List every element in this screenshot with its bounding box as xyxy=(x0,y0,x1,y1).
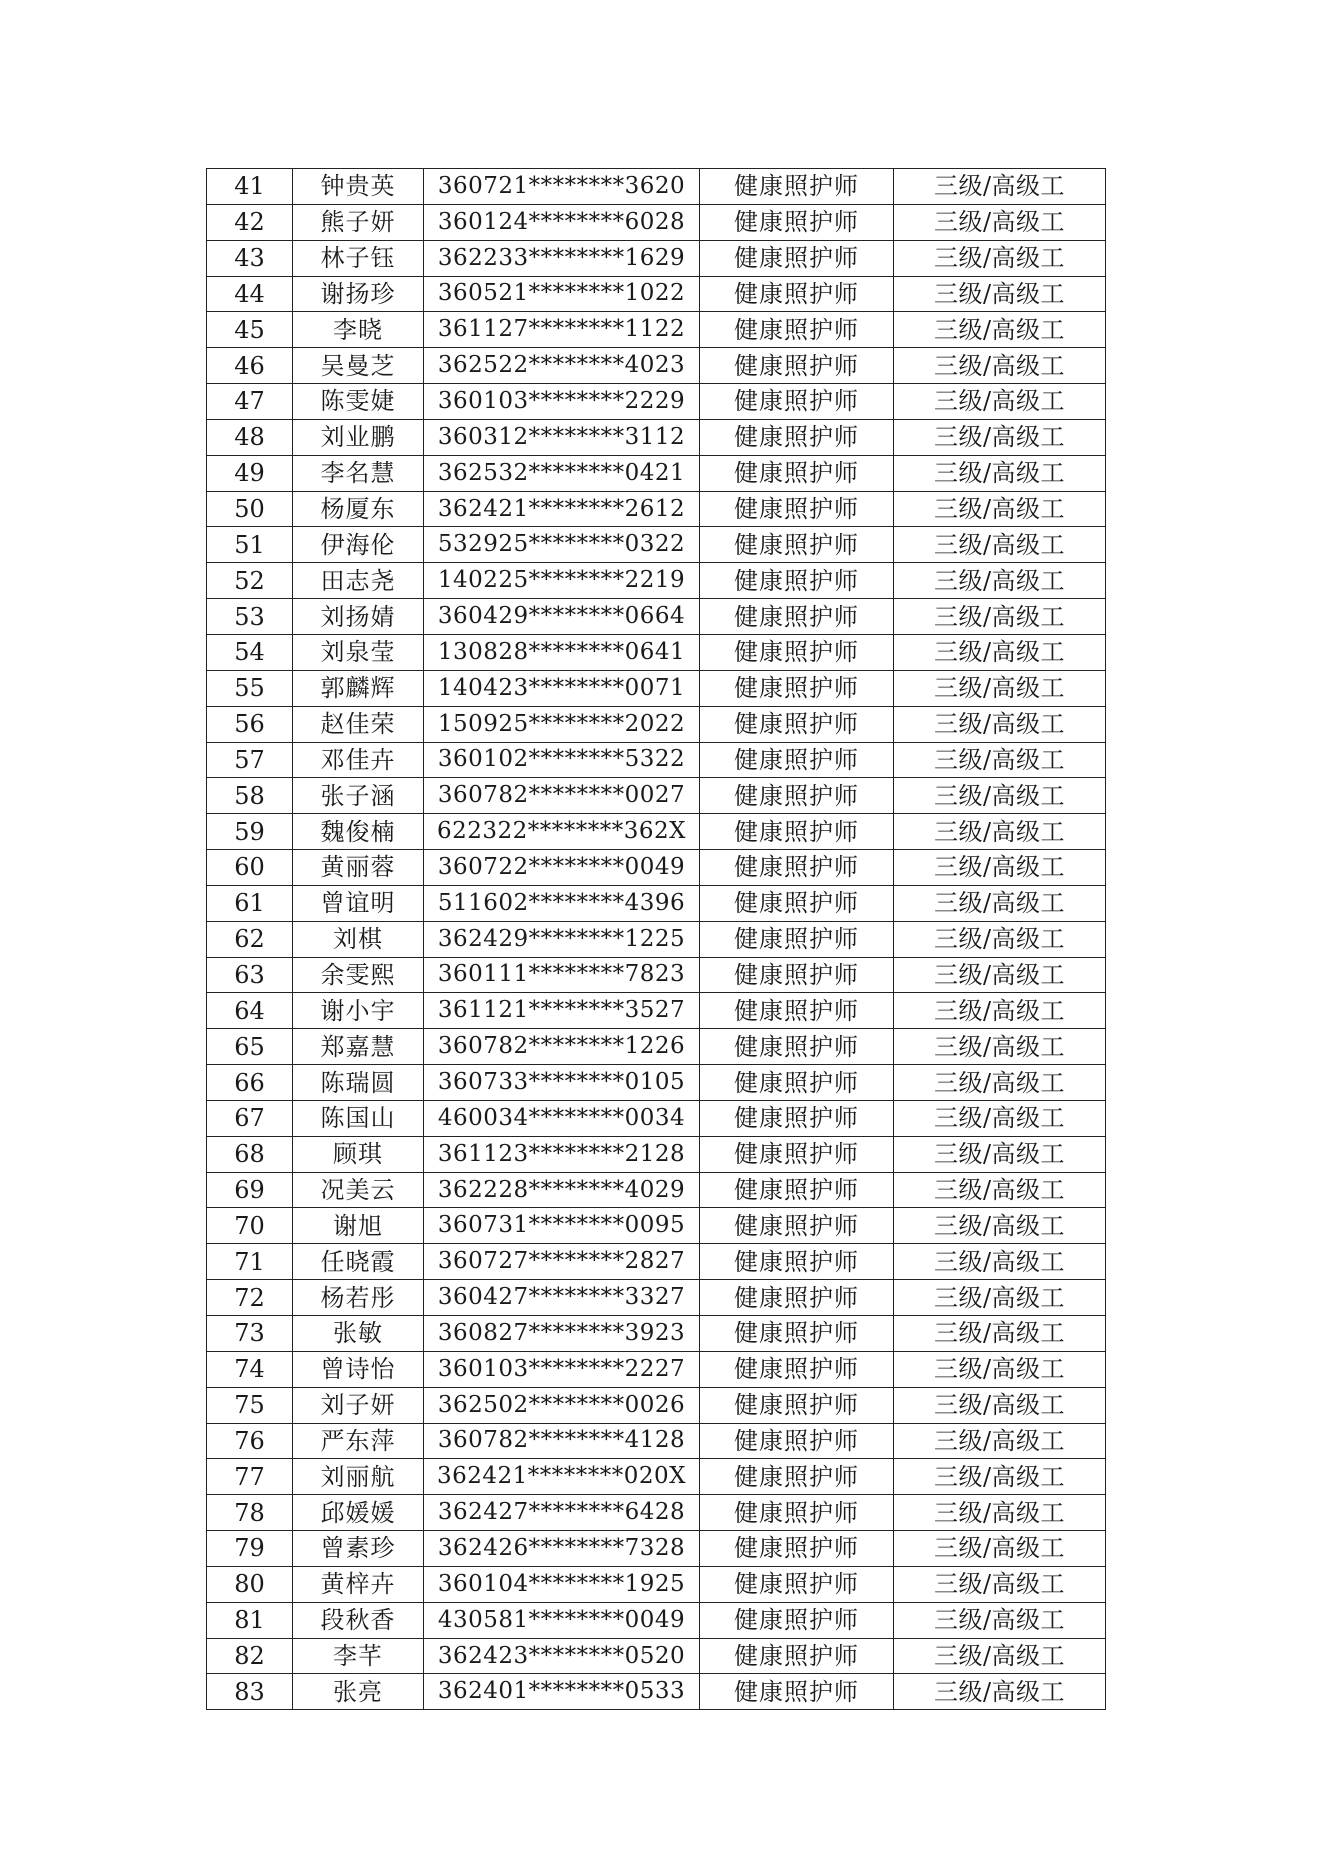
skill-level-cell: 三级/高级工 xyxy=(894,1136,1106,1172)
skill-level-cell: 三级/高级工 xyxy=(894,455,1106,491)
row-number-cell: 53 xyxy=(207,599,293,635)
table-row xyxy=(207,1244,1106,1280)
person-name-cell: 邓佳卉 xyxy=(293,742,424,778)
row-number-cell: 50 xyxy=(207,491,293,527)
person-name-cell: 黄梓卉 xyxy=(293,1566,424,1602)
table-row xyxy=(207,1459,1106,1495)
skill-level-cell: 三级/高级工 xyxy=(894,1423,1106,1459)
person-name-cell: 郭麟辉 xyxy=(293,670,424,706)
skill-level-cell: 三级/高级工 xyxy=(894,527,1106,563)
person-name-cell: 李晓 xyxy=(293,312,424,348)
table-row xyxy=(207,1423,1106,1459)
row-number-cell: 81 xyxy=(207,1602,293,1638)
id-number-cell: 360103********2229 xyxy=(424,384,700,420)
occupation-cell: 健康照护师 xyxy=(700,1638,894,1674)
table-row xyxy=(207,1638,1106,1674)
skill-level-cell: 三级/高级工 xyxy=(894,169,1106,205)
row-number-cell: 73 xyxy=(207,1316,293,1352)
row-number-cell: 57 xyxy=(207,742,293,778)
person-name-cell: 曾素珍 xyxy=(293,1531,424,1567)
person-name-cell: 魏俊楠 xyxy=(293,814,424,850)
skill-level-cell: 三级/高级工 xyxy=(894,957,1106,993)
person-name-cell: 刘棋 xyxy=(293,921,424,957)
table-row xyxy=(207,1387,1106,1423)
occupation-cell: 健康照护师 xyxy=(700,706,894,742)
person-name-cell: 刘扬婧 xyxy=(293,599,424,635)
skill-level-cell: 三级/高级工 xyxy=(894,850,1106,886)
occupation-cell: 健康照护师 xyxy=(700,993,894,1029)
table-row xyxy=(207,921,1106,957)
occupation-cell: 健康照护师 xyxy=(700,1531,894,1567)
skill-level-cell: 三级/高级工 xyxy=(894,1531,1106,1567)
person-name-cell: 顾琪 xyxy=(293,1136,424,1172)
occupation-cell: 健康照护师 xyxy=(700,1208,894,1244)
id-number-cell: 362532********0421 xyxy=(424,455,700,491)
row-number-cell: 59 xyxy=(207,814,293,850)
occupation-cell: 健康照护师 xyxy=(700,1674,894,1710)
table-row xyxy=(207,384,1106,420)
occupation-cell: 健康照护师 xyxy=(700,1459,894,1495)
skill-level-cell: 三级/高级工 xyxy=(894,814,1106,850)
skill-level-cell: 三级/高级工 xyxy=(894,1495,1106,1531)
person-name-cell: 邱媛媛 xyxy=(293,1495,424,1531)
id-number-cell: 430581********0049 xyxy=(424,1602,700,1638)
row-number-cell: 61 xyxy=(207,885,293,921)
skill-level-cell: 三级/高级工 xyxy=(894,1602,1106,1638)
table-row xyxy=(207,778,1106,814)
skill-level-cell: 三级/高级工 xyxy=(894,384,1106,420)
person-name-cell: 林子钰 xyxy=(293,240,424,276)
id-number-cell: 622322********362X xyxy=(424,814,700,850)
row-number-cell: 55 xyxy=(207,670,293,706)
id-number-cell: 360731********0095 xyxy=(424,1208,700,1244)
skill-level-cell: 三级/高级工 xyxy=(894,1244,1106,1280)
id-number-cell: 362502********0026 xyxy=(424,1387,700,1423)
id-number-cell: 361121********3527 xyxy=(424,993,700,1029)
skill-level-cell: 三级/高级工 xyxy=(894,1638,1106,1674)
occupation-cell: 健康照护师 xyxy=(700,1351,894,1387)
row-number-cell: 56 xyxy=(207,706,293,742)
id-number-cell: 362228********4029 xyxy=(424,1172,700,1208)
id-number-cell: 511602********4396 xyxy=(424,885,700,921)
person-name-cell: 陈瑞圆 xyxy=(293,1065,424,1101)
table-row xyxy=(207,312,1106,348)
roster-table-body xyxy=(207,169,1106,1710)
table-row xyxy=(207,957,1106,993)
table-row xyxy=(207,1280,1106,1316)
occupation-cell: 健康照护师 xyxy=(700,348,894,384)
row-number-cell: 45 xyxy=(207,312,293,348)
skill-level-cell: 三级/高级工 xyxy=(894,634,1106,670)
person-name-cell: 段秋香 xyxy=(293,1602,424,1638)
skill-level-cell: 三级/高级工 xyxy=(894,1172,1106,1208)
row-number-cell: 44 xyxy=(207,276,293,312)
row-number-cell: 65 xyxy=(207,1029,293,1065)
id-number-cell: 360721********3620 xyxy=(424,169,700,205)
occupation-cell: 健康照护师 xyxy=(700,778,894,814)
occupation-cell: 健康照护师 xyxy=(700,491,894,527)
skill-level-cell: 三级/高级工 xyxy=(894,742,1106,778)
table-row xyxy=(207,706,1106,742)
id-number-cell: 362522********4023 xyxy=(424,348,700,384)
id-number-cell: 140423********0071 xyxy=(424,670,700,706)
person-name-cell: 曾诗怡 xyxy=(293,1351,424,1387)
row-number-cell: 71 xyxy=(207,1244,293,1280)
table-row xyxy=(207,1065,1106,1101)
table-row xyxy=(207,634,1106,670)
row-number-cell: 68 xyxy=(207,1136,293,1172)
row-number-cell: 72 xyxy=(207,1280,293,1316)
person-name-cell: 李名慧 xyxy=(293,455,424,491)
id-number-cell: 362427********6428 xyxy=(424,1495,700,1531)
skill-level-cell: 三级/高级工 xyxy=(894,1566,1106,1602)
row-number-cell: 60 xyxy=(207,850,293,886)
occupation-cell: 健康照护师 xyxy=(700,814,894,850)
occupation-cell: 健康照护师 xyxy=(700,1244,894,1280)
skill-level-cell: 三级/高级工 xyxy=(894,1387,1106,1423)
occupation-cell: 健康照护师 xyxy=(700,670,894,706)
table-row xyxy=(207,1208,1106,1244)
skill-level-cell: 三级/高级工 xyxy=(894,1316,1106,1352)
occupation-cell: 健康照护师 xyxy=(700,419,894,455)
skill-level-cell: 三级/高级工 xyxy=(894,563,1106,599)
skill-level-cell: 三级/高级工 xyxy=(894,885,1106,921)
id-number-cell: 360124********6028 xyxy=(424,204,700,240)
row-number-cell: 62 xyxy=(207,921,293,957)
row-number-cell: 67 xyxy=(207,1100,293,1136)
skill-level-cell: 三级/高级工 xyxy=(894,706,1106,742)
row-number-cell: 41 xyxy=(207,169,293,205)
occupation-cell: 健康照护师 xyxy=(700,527,894,563)
id-number-cell: 460034********0034 xyxy=(424,1100,700,1136)
row-number-cell: 75 xyxy=(207,1387,293,1423)
person-name-cell: 谢扬珍 xyxy=(293,276,424,312)
person-name-cell: 吴曼芝 xyxy=(293,348,424,384)
id-number-cell: 362233********1629 xyxy=(424,240,700,276)
skill-level-cell: 三级/高级工 xyxy=(894,419,1106,455)
occupation-cell: 健康照护师 xyxy=(700,455,894,491)
row-number-cell: 63 xyxy=(207,957,293,993)
skill-level-cell: 三级/高级工 xyxy=(894,1208,1106,1244)
id-number-cell: 360429********0664 xyxy=(424,599,700,635)
person-name-cell: 熊子妍 xyxy=(293,204,424,240)
person-name-cell: 况美云 xyxy=(293,1172,424,1208)
occupation-cell: 健康照护师 xyxy=(700,1065,894,1101)
occupation-cell: 健康照护师 xyxy=(700,1387,894,1423)
occupation-cell: 健康照护师 xyxy=(700,634,894,670)
table-row xyxy=(207,1100,1106,1136)
skill-level-cell: 三级/高级工 xyxy=(894,348,1106,384)
row-number-cell: 78 xyxy=(207,1495,293,1531)
row-number-cell: 74 xyxy=(207,1351,293,1387)
table-row xyxy=(207,169,1106,205)
person-name-cell: 严东萍 xyxy=(293,1423,424,1459)
person-name-cell: 陈国山 xyxy=(293,1100,424,1136)
occupation-cell: 健康照护师 xyxy=(700,1172,894,1208)
table-row xyxy=(207,419,1106,455)
row-number-cell: 66 xyxy=(207,1065,293,1101)
table-row xyxy=(207,1674,1106,1710)
person-name-cell: 伊海伦 xyxy=(293,527,424,563)
person-name-cell: 赵佳荣 xyxy=(293,706,424,742)
person-name-cell: 田志尧 xyxy=(293,563,424,599)
table-row xyxy=(207,1316,1106,1352)
skill-level-cell: 三级/高级工 xyxy=(894,276,1106,312)
id-number-cell: 362429********1225 xyxy=(424,921,700,957)
id-number-cell: 360427********3327 xyxy=(424,1280,700,1316)
occupation-cell: 健康照护师 xyxy=(700,312,894,348)
table-row xyxy=(207,563,1106,599)
skill-level-cell: 三级/高级工 xyxy=(894,1100,1106,1136)
skill-level-cell: 三级/高级工 xyxy=(894,1029,1106,1065)
id-number-cell: 150925********2022 xyxy=(424,706,700,742)
id-number-cell: 362421********020X xyxy=(424,1459,700,1495)
occupation-cell: 健康照护师 xyxy=(700,1029,894,1065)
occupation-cell: 健康照护师 xyxy=(700,1136,894,1172)
table-row xyxy=(207,814,1106,850)
row-number-cell: 64 xyxy=(207,993,293,1029)
skill-level-cell: 三级/高级工 xyxy=(894,778,1106,814)
person-name-cell: 黄丽蓉 xyxy=(293,850,424,886)
row-number-cell: 76 xyxy=(207,1423,293,1459)
row-number-cell: 52 xyxy=(207,563,293,599)
row-number-cell: 51 xyxy=(207,527,293,563)
id-number-cell: 360782********1226 xyxy=(424,1029,700,1065)
id-number-cell: 360827********3923 xyxy=(424,1316,700,1352)
table-row xyxy=(207,204,1106,240)
occupation-cell: 健康照护师 xyxy=(700,1495,894,1531)
occupation-cell: 健康照护师 xyxy=(700,742,894,778)
id-number-cell: 362426********7328 xyxy=(424,1531,700,1567)
row-number-cell: 83 xyxy=(207,1674,293,1710)
id-number-cell: 360111********7823 xyxy=(424,957,700,993)
table-row xyxy=(207,993,1106,1029)
id-number-cell: 360782********0027 xyxy=(424,778,700,814)
table-row xyxy=(207,1495,1106,1531)
id-number-cell: 361123********2128 xyxy=(424,1136,700,1172)
skill-level-cell: 三级/高级工 xyxy=(894,204,1106,240)
row-number-cell: 69 xyxy=(207,1172,293,1208)
id-number-cell: 532925********0322 xyxy=(424,527,700,563)
skill-level-cell: 三级/高级工 xyxy=(894,921,1106,957)
table-row xyxy=(207,491,1106,527)
row-number-cell: 42 xyxy=(207,204,293,240)
person-name-cell: 李芊 xyxy=(293,1638,424,1674)
person-name-cell: 陈雯婕 xyxy=(293,384,424,420)
row-number-cell: 77 xyxy=(207,1459,293,1495)
id-number-cell: 362423********0520 xyxy=(424,1638,700,1674)
id-number-cell: 361127********1122 xyxy=(424,312,700,348)
id-number-cell: 360102********5322 xyxy=(424,742,700,778)
id-number-cell: 140225********2219 xyxy=(424,563,700,599)
person-name-cell: 曾谊明 xyxy=(293,885,424,921)
person-name-cell: 杨厦东 xyxy=(293,491,424,527)
id-number-cell: 360312********3112 xyxy=(424,419,700,455)
id-number-cell: 360521********1022 xyxy=(424,276,700,312)
occupation-cell: 健康照护师 xyxy=(700,563,894,599)
row-number-cell: 54 xyxy=(207,634,293,670)
occupation-cell: 健康照护师 xyxy=(700,384,894,420)
row-number-cell: 46 xyxy=(207,348,293,384)
table-row xyxy=(207,1531,1106,1567)
person-name-cell: 张子涵 xyxy=(293,778,424,814)
person-name-cell: 刘业鹏 xyxy=(293,419,424,455)
row-number-cell: 82 xyxy=(207,1638,293,1674)
occupation-cell: 健康照护师 xyxy=(700,1316,894,1352)
occupation-cell: 健康照护师 xyxy=(700,1566,894,1602)
person-name-cell: 杨若彤 xyxy=(293,1280,424,1316)
skill-level-cell: 三级/高级工 xyxy=(894,240,1106,276)
occupation-cell: 健康照护师 xyxy=(700,240,894,276)
table-row xyxy=(207,1136,1106,1172)
person-name-cell: 钟贵英 xyxy=(293,169,424,205)
id-number-cell: 362401********0533 xyxy=(424,1674,700,1710)
table-row xyxy=(207,1351,1106,1387)
id-number-cell: 360722********0049 xyxy=(424,850,700,886)
row-number-cell: 49 xyxy=(207,455,293,491)
person-name-cell: 张敏 xyxy=(293,1316,424,1352)
person-name-cell: 张亮 xyxy=(293,1674,424,1710)
occupation-cell: 健康照护师 xyxy=(700,1423,894,1459)
table-row xyxy=(207,1029,1106,1065)
person-name-cell: 任晓霞 xyxy=(293,1244,424,1280)
table-row xyxy=(207,1172,1106,1208)
skill-level-cell: 三级/高级工 xyxy=(894,1459,1106,1495)
occupation-cell: 健康照护师 xyxy=(700,204,894,240)
occupation-cell: 健康照护师 xyxy=(700,1280,894,1316)
id-number-cell: 360733********0105 xyxy=(424,1065,700,1101)
occupation-cell: 健康照护师 xyxy=(700,850,894,886)
skill-level-cell: 三级/高级工 xyxy=(894,312,1106,348)
occupation-cell: 健康照护师 xyxy=(700,599,894,635)
table-row xyxy=(207,885,1106,921)
table-row xyxy=(207,850,1106,886)
table-row xyxy=(207,276,1106,312)
skill-level-cell: 三级/高级工 xyxy=(894,1674,1106,1710)
skill-level-cell: 三级/高级工 xyxy=(894,1065,1106,1101)
row-number-cell: 80 xyxy=(207,1566,293,1602)
row-number-cell: 47 xyxy=(207,384,293,420)
occupation-cell: 健康照护师 xyxy=(700,1100,894,1136)
occupation-cell: 健康照护师 xyxy=(700,276,894,312)
skill-level-cell: 三级/高级工 xyxy=(894,491,1106,527)
occupation-cell: 健康照护师 xyxy=(700,957,894,993)
roster-table xyxy=(206,168,1106,1710)
person-name-cell: 刘泉莹 xyxy=(293,634,424,670)
occupation-cell: 健康照护师 xyxy=(700,169,894,205)
table-row xyxy=(207,240,1106,276)
skill-level-cell: 三级/高级工 xyxy=(894,993,1106,1029)
table-row xyxy=(207,348,1106,384)
table-row xyxy=(207,527,1106,563)
skill-level-cell: 三级/高级工 xyxy=(894,1280,1106,1316)
skill-level-cell: 三级/高级工 xyxy=(894,599,1106,635)
person-name-cell: 谢旭 xyxy=(293,1208,424,1244)
row-number-cell: 48 xyxy=(207,419,293,455)
table-row xyxy=(207,1602,1106,1638)
id-number-cell: 130828********0641 xyxy=(424,634,700,670)
table-row xyxy=(207,1566,1106,1602)
person-name-cell: 谢小宇 xyxy=(293,993,424,1029)
row-number-cell: 79 xyxy=(207,1531,293,1567)
id-number-cell: 362421********2612 xyxy=(424,491,700,527)
id-number-cell: 360727********2827 xyxy=(424,1244,700,1280)
skill-level-cell: 三级/高级工 xyxy=(894,670,1106,706)
person-name-cell: 刘子妍 xyxy=(293,1387,424,1423)
person-name-cell: 郑嘉慧 xyxy=(293,1029,424,1065)
row-number-cell: 58 xyxy=(207,778,293,814)
id-number-cell: 360104********1925 xyxy=(424,1566,700,1602)
id-number-cell: 360103********2227 xyxy=(424,1351,700,1387)
person-name-cell: 余雯熙 xyxy=(293,957,424,993)
occupation-cell: 健康照护师 xyxy=(700,885,894,921)
row-number-cell: 70 xyxy=(207,1208,293,1244)
person-name-cell: 刘丽航 xyxy=(293,1459,424,1495)
table-row xyxy=(207,455,1106,491)
table-row xyxy=(207,742,1106,778)
table-row xyxy=(207,599,1106,635)
skill-level-cell: 三级/高级工 xyxy=(894,1351,1106,1387)
occupation-cell: 健康照护师 xyxy=(700,921,894,957)
table-row xyxy=(207,670,1106,706)
row-number-cell: 43 xyxy=(207,240,293,276)
occupation-cell: 健康照护师 xyxy=(700,1602,894,1638)
id-number-cell: 360782********4128 xyxy=(424,1423,700,1459)
